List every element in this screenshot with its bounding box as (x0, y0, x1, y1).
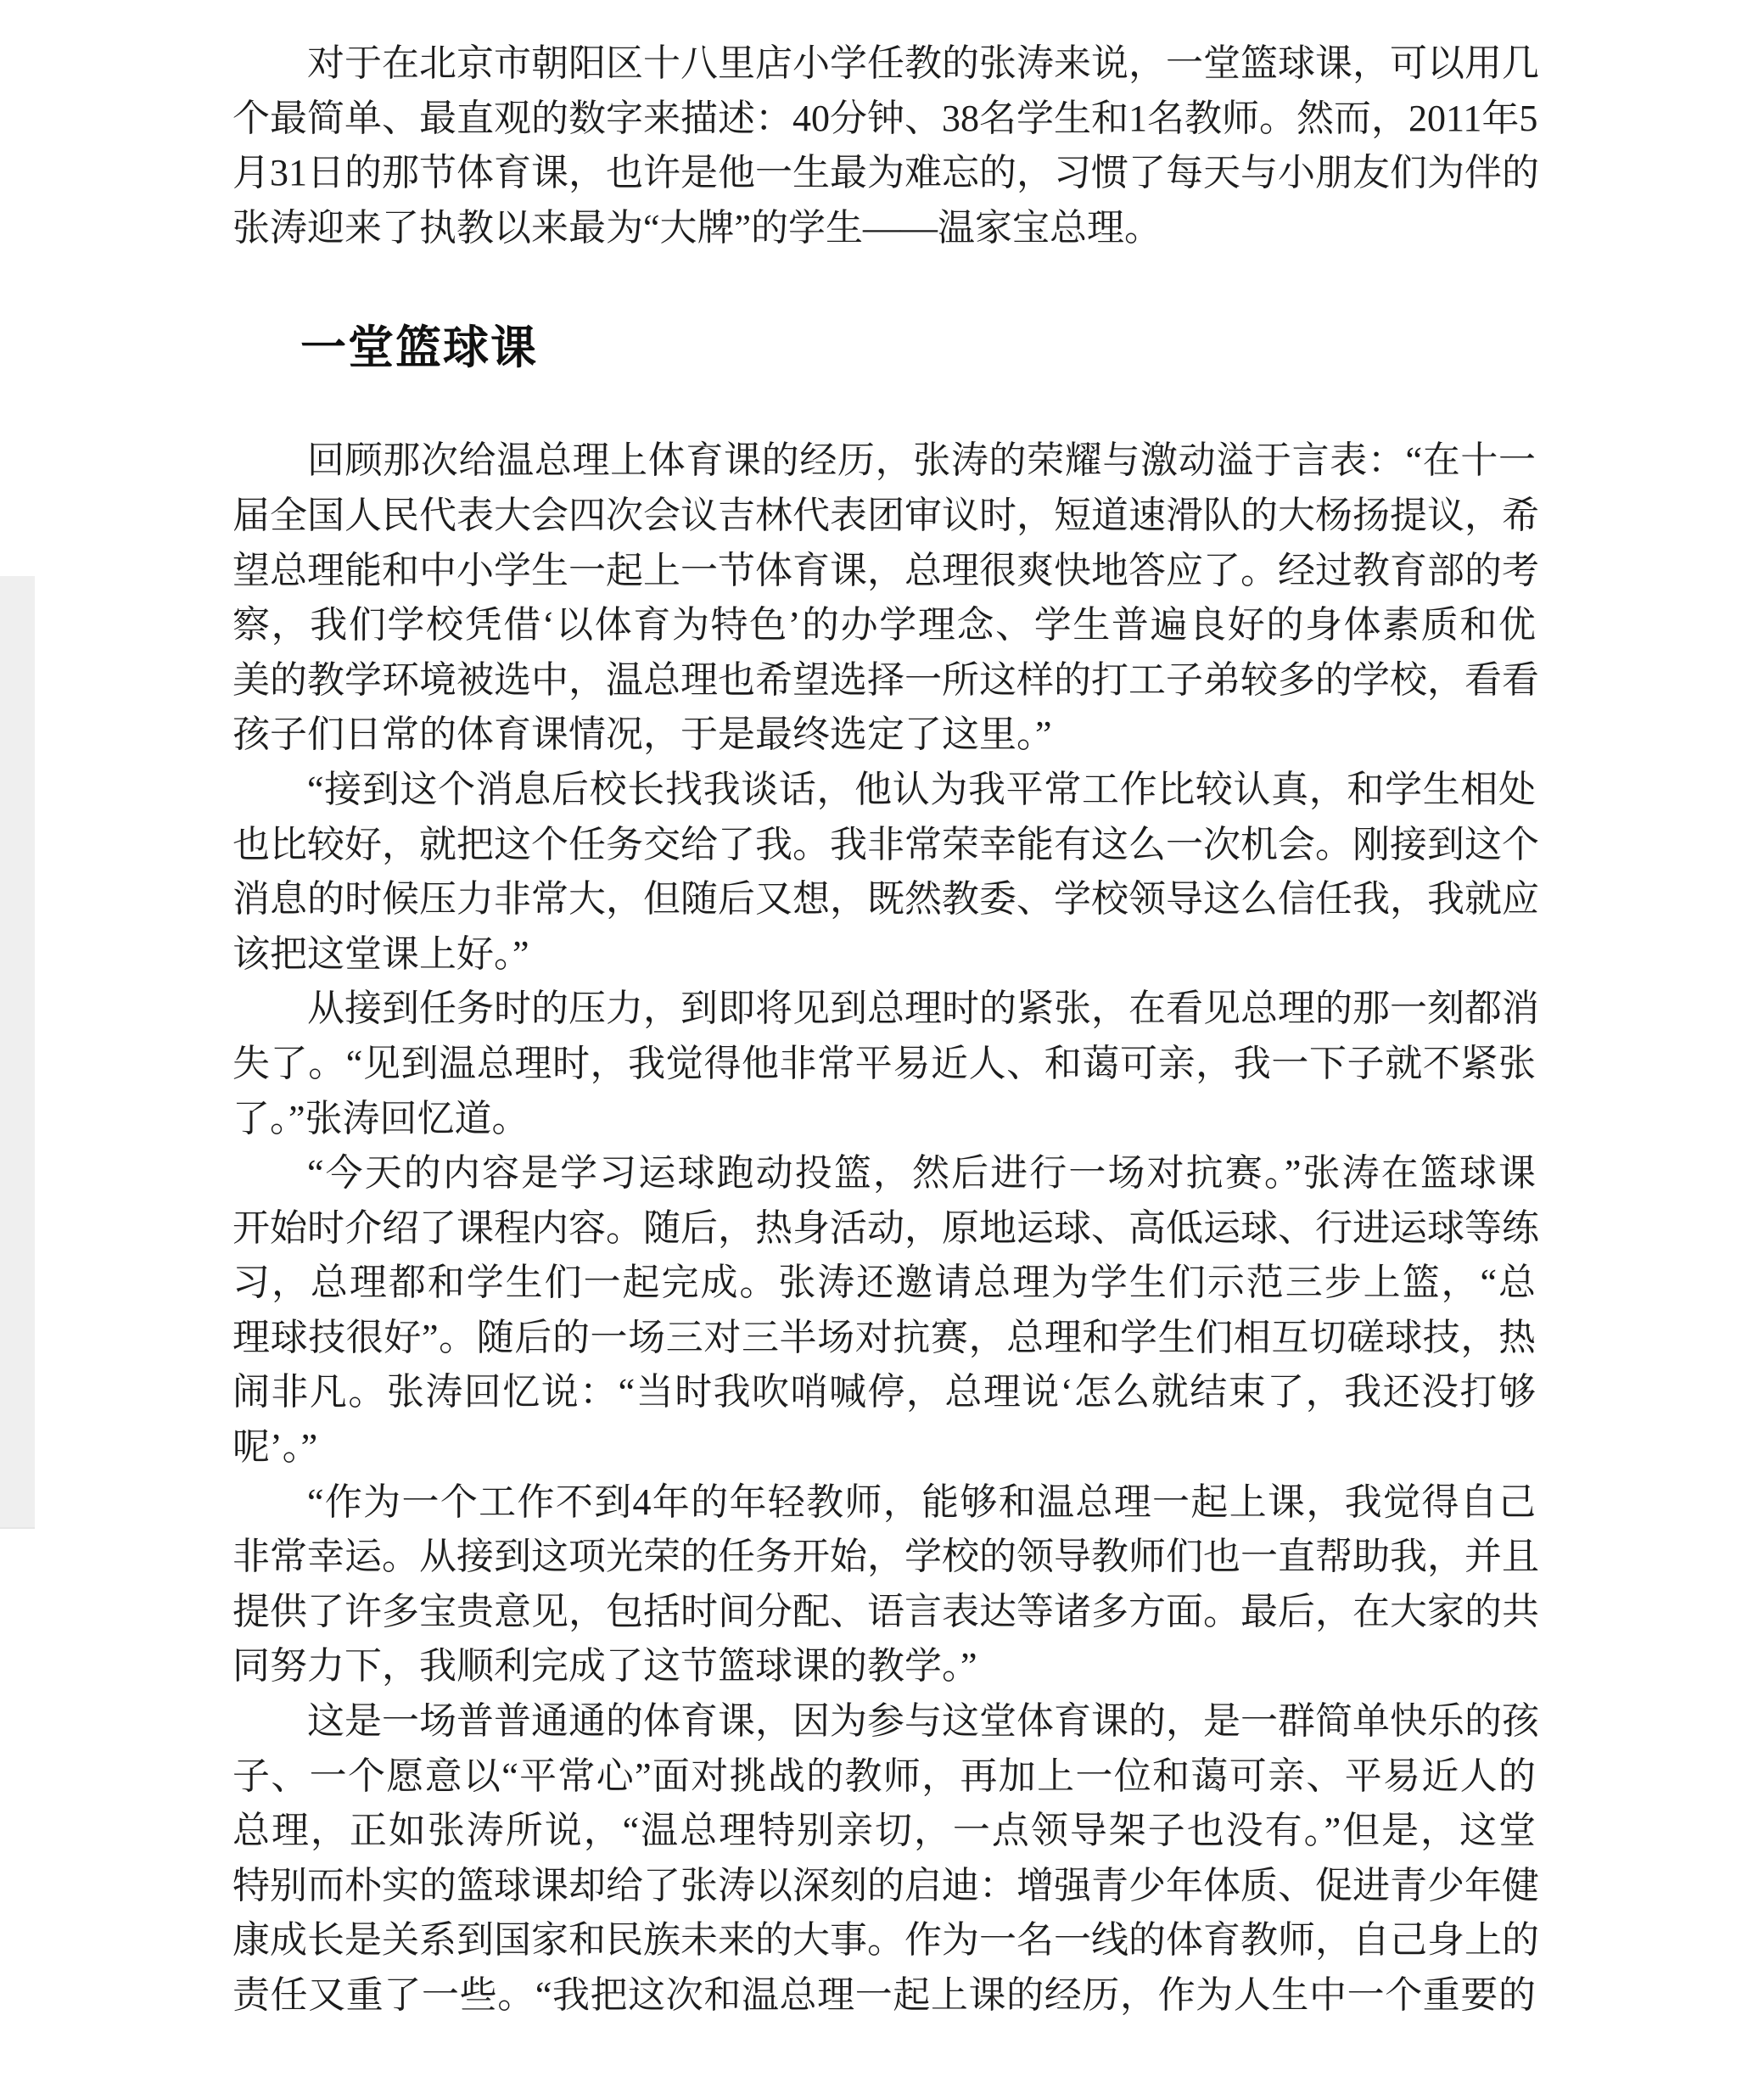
text-line: 张涛迎来了执教以来最为“大牌”的学生——温家宝总理。 (232, 206, 1162, 249)
text-line: 呢’。” (232, 1426, 318, 1469)
text-line: 子、一个愿意以“平常心”面对挑战的教师，再加上一位和蔼可亲、平易近人的 (232, 1755, 1536, 1797)
text-line: 这是一场普普通通的体育课，因为参与这堂体育课的，是一群简单快乐的孩 (307, 1700, 1539, 1743)
paragraph (232, 36, 1539, 255)
text-line: 同努力下，我顺利完成了这节篮球课的教学。” (232, 1645, 977, 1688)
text-line: 非常幸运。从接到这项光荣的任务开始，学校的领导教师们也一直帮助我，并且 (232, 1536, 1539, 1578)
text-line: 提供了许多宝贵意见，包括时间分配、语言表达等诸多方面。最后，在大家的共 (232, 1590, 1539, 1632)
paragraph (232, 1146, 1539, 1475)
paragraph (232, 763, 1539, 982)
text-line: 总理，正如张涛所说，“温总理特别亲切，一点领导架子也没有。”但是，这堂 (232, 1810, 1536, 1852)
paragraph (232, 1694, 1539, 2023)
paragraph (232, 1475, 1539, 1694)
paragraph (232, 982, 1539, 1146)
text-line: 对于在北京市朝阳区十八里店小学任教的张涛来说，一堂篮球课，可以用几 (307, 42, 1539, 84)
text-line: “今天的内容是学习运球跑动投篮，然后进行一场对抗赛。”张涛在篮球课 (307, 1152, 1536, 1195)
text-line: 个最简单、最直观的数字来描述：40分钟、38名学生和1名教师。然而，2011年5 (232, 97, 1538, 139)
text-column (232, 36, 1539, 2023)
text-line: 责任又重了一些。“我把这次和温总理一起上课的经历，作为人生中一个重要的 (232, 1974, 1536, 2016)
page-scan-shade (0, 576, 35, 1529)
text-line: 消息的时候压力非常大，但随后又想，既然教委、学校领导这么信任我，我就应 (232, 878, 1539, 921)
text-line: “作为一个工作不到4年的年轻教师，能够和温总理一起上课，我觉得自己 (307, 1480, 1536, 1523)
text-line: 该把这堂课上好。” (232, 932, 529, 975)
paragraph (232, 434, 1539, 763)
text-line: 开始时介绍了课程内容。随后，热身活动，原地运球、高低运球、行进运球等练 (232, 1206, 1539, 1249)
text-line: 康成长是关系到国家和民族未来的大事。作为一名一线的体育教师，自己身上的 (232, 1919, 1539, 1962)
text-line: 察，我们学校凭借‘以体育为特色’的办学理念、学生普遍良好的身体素质和优 (232, 604, 1536, 646)
text-line: 美的教学环境被选中，温总理也希望选择一所这样的打工子弟较多的学校，看看 (232, 658, 1539, 701)
text-line: 也比较好，就把这个任务交给了我。我非常荣幸能有这么一次机会。刚接到这个 (232, 823, 1539, 865)
text-line: 理球技很好”。随后的一场三对三半场对抗赛，总理和学生们相互切磋球技，热 (232, 1316, 1536, 1358)
text-line: 届全国人民代表大会四次会议吉林代表团审议时，短道速滑队的大杨扬提议，希 (232, 494, 1539, 536)
text-line: “接到这个消息后校长找我谈话，他认为我平常工作比较认真，和学生相处 (307, 768, 1536, 810)
text-line: 从接到任务时的压力，到即将见到总理时的紧张，在看见总理的那一刻都消 (307, 988, 1539, 1030)
section-heading: 一堂篮球课 (300, 321, 538, 375)
text-line: 闹非凡。张涛回忆说：“当时我吹哨喊停，总理说‘怎么就结束了，我还没打够 (232, 1371, 1536, 1413)
text-line: 回顾那次给温总理上体育课的经历，张涛的荣耀与激动溢于言表：“在十一 (307, 439, 1536, 482)
text-line: 望总理能和中小学生一起上一节体育课，总理很爽快地答应了。经过教育部的考 (232, 549, 1539, 591)
text-line: 特别而朴实的篮球课却给了张涛以深刻的启迪：增强青少年体质、促进青少年健 (232, 1864, 1539, 1906)
text-line: 月31日的那节体育课，也许是他一生最为难忘的，习惯了每天与小朋友们为伴的 (232, 152, 1539, 194)
text-line: 习，总理都和学生们一起完成。张涛还邀请总理为学生们示范三步上篮，“总 (232, 1262, 1536, 1304)
text-line: 失了。“见到温总理时，我觉得他非常平易近人、和蔼可亲，我一下子就不紧张 (232, 1042, 1536, 1084)
text-line: 孩子们日常的体育课情况，于是最终选定了这里。” (232, 714, 1052, 756)
text-line: 了。”张涛回忆道。 (232, 1097, 529, 1139)
